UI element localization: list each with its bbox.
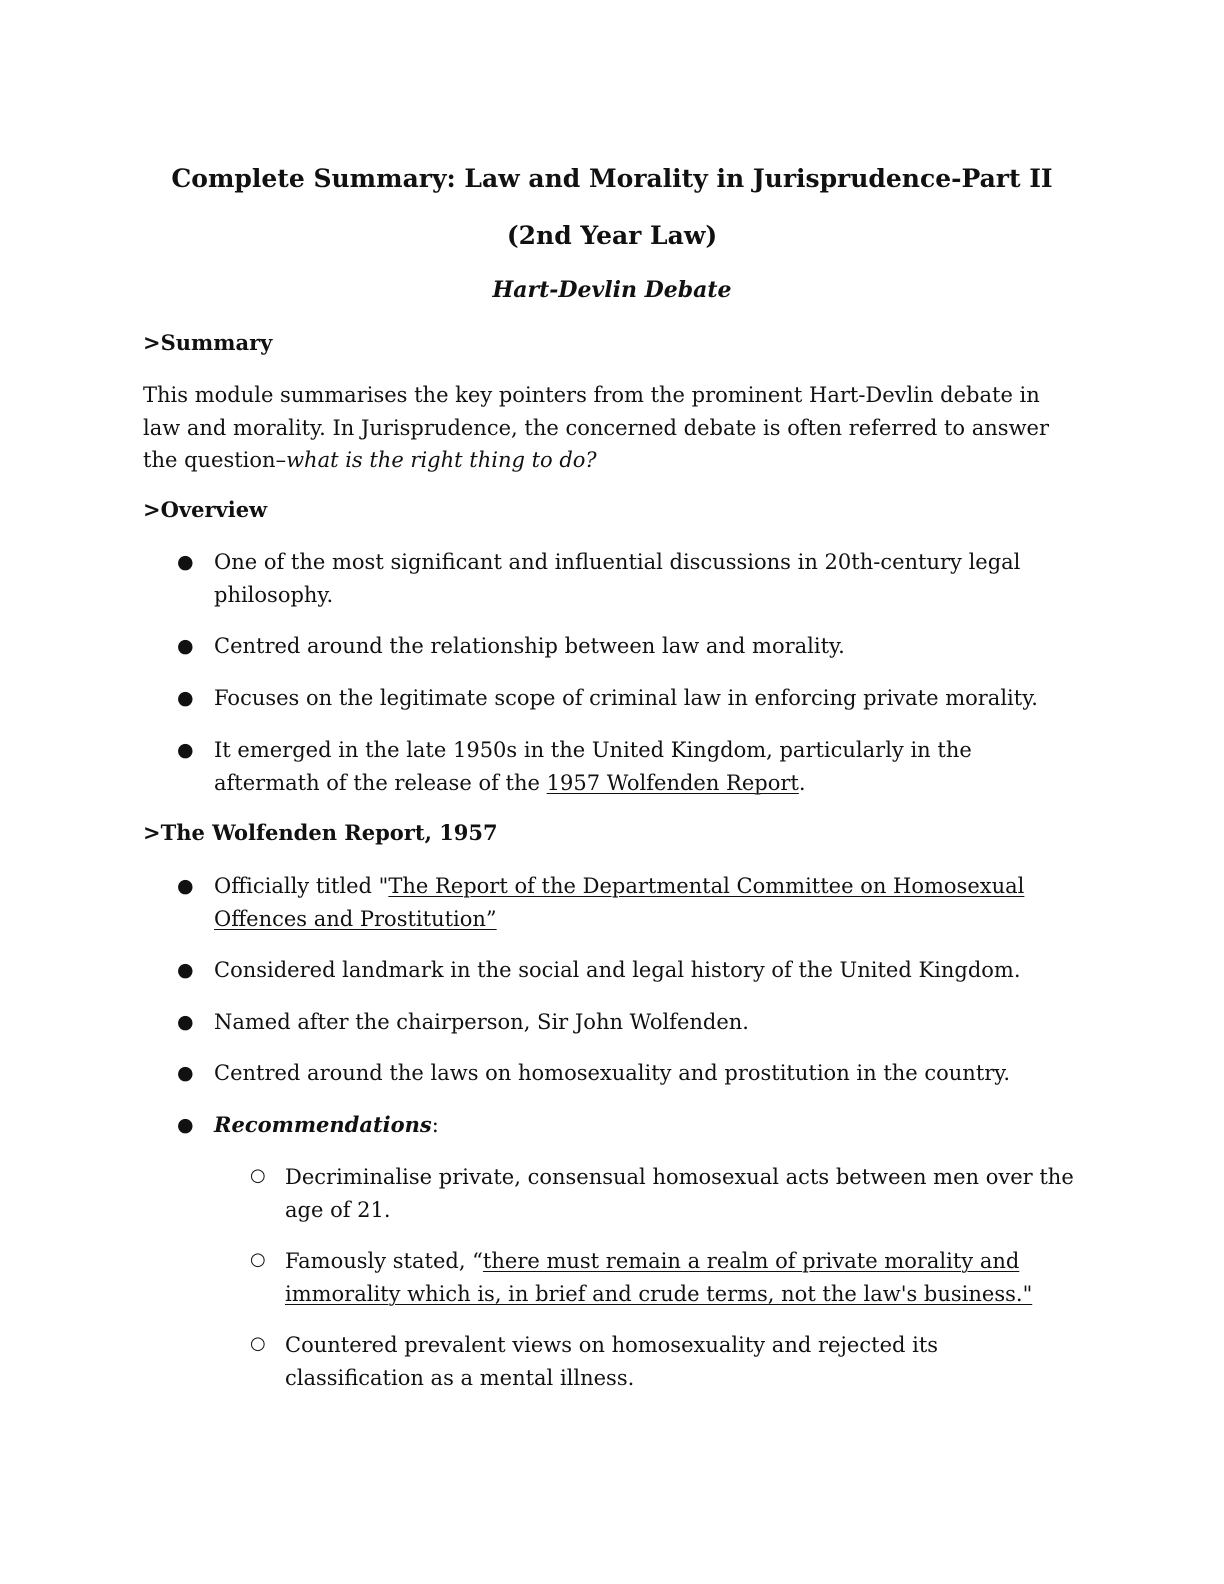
sub-list-item: [250, 1161, 1075, 1226]
bullet-icon: ●: [177, 1114, 194, 1136]
list-item: [177, 734, 1074, 799]
summary-heading: >Summary: [143, 330, 273, 355]
list-item: [177, 1057, 1074, 1090]
sub-list-item-text: Countered prevalent views on homosexuality and rejected its classification as a mental illness.: [285, 1333, 939, 1390]
overview-heading: >Overview: [143, 497, 268, 522]
list-item-text: .: [798, 770, 806, 795]
list-item: [177, 870, 1074, 935]
bullet-icon: ●: [177, 875, 194, 897]
wolfenden-report-link[interactable]: 1957 Wolfenden Report: [546, 770, 799, 795]
sub-list-item-text: Decriminalise private, consensual homosexual acts between men over the age of 21.: [285, 1165, 1074, 1222]
sub-list-item: [250, 1245, 1075, 1310]
list-item-text: One of the most significant and influential discussions in 20th-century legal philosophy.: [214, 550, 1021, 607]
summary-question: what is the right thing to do?: [286, 448, 597, 472]
document-title: Complete Summary: Law and Morality in Jurisprudence-Part II: [171, 164, 1053, 193]
wolfenden-heading: >The Wolfenden Report, 1957: [143, 820, 498, 845]
list-item-text: :: [431, 1113, 439, 1137]
circle-bullet-icon: ○: [250, 1333, 266, 1354]
list-item-text: Centred around the relationship between law and morality.: [214, 634, 845, 658]
list-item: [177, 546, 1074, 611]
bullet-icon: ●: [177, 635, 194, 657]
circle-bullet-icon: ○: [250, 1165, 266, 1186]
list-item: [177, 954, 1074, 987]
bullet-icon: ●: [177, 687, 194, 709]
sub-list-item: [250, 1329, 1075, 1394]
document-subtitle-year: (2nd Year Law): [506, 221, 718, 250]
summary-paragraph: [143, 379, 1073, 477]
document-topic: Hart-Devlin Debate: [492, 277, 732, 303]
list-item: [177, 682, 1074, 715]
bullet-icon: ●: [177, 739, 194, 761]
list-item-text: It emerged in the late 1950s in the United Kingdom, particularly in the aftermath of the release of the: [214, 738, 972, 795]
list-item: [177, 630, 1074, 663]
bullet-icon: ●: [177, 1011, 194, 1033]
list-item-text: Named after the chairperson, Sir John Wolfenden.: [214, 1010, 749, 1034]
sub-list-item-text: Famously stated, “: [285, 1249, 483, 1273]
list-item: [177, 1109, 1074, 1142]
famous-quote-link[interactable]: there must remain a realm of private morality and immorality which is, in brief and crude terms, not the law's business.": [285, 1249, 1033, 1306]
bullet-icon: ●: [177, 1062, 194, 1084]
bullet-icon: ●: [177, 551, 194, 573]
bullet-icon: ●: [177, 959, 194, 981]
recommendations-label: Recommendations: [214, 1112, 432, 1137]
list-item-text: Officially titled ": [214, 874, 389, 898]
list-item-text: Focuses on the legitimate scope of criminal law in enforcing private morality.: [214, 686, 1038, 710]
list-item-text: Centred around the laws on homosexuality and prostitution in the country.: [214, 1061, 1011, 1085]
list-item-text: Considered landmark in the social and legal history of the United Kingdom.: [214, 958, 1021, 982]
official-title-link[interactable]: The Report of the Departmental Committee on Homosexual Offences and Prostitution”: [214, 874, 1025, 931]
list-item: [177, 1006, 1074, 1039]
summary-text: This module summarises the key pointers from the prominent Hart-Devlin debate in law and morality. In Jurisprudence, the concerned debate is often referred to answer the question–: [143, 383, 1050, 472]
circle-bullet-icon: ○: [250, 1249, 266, 1270]
